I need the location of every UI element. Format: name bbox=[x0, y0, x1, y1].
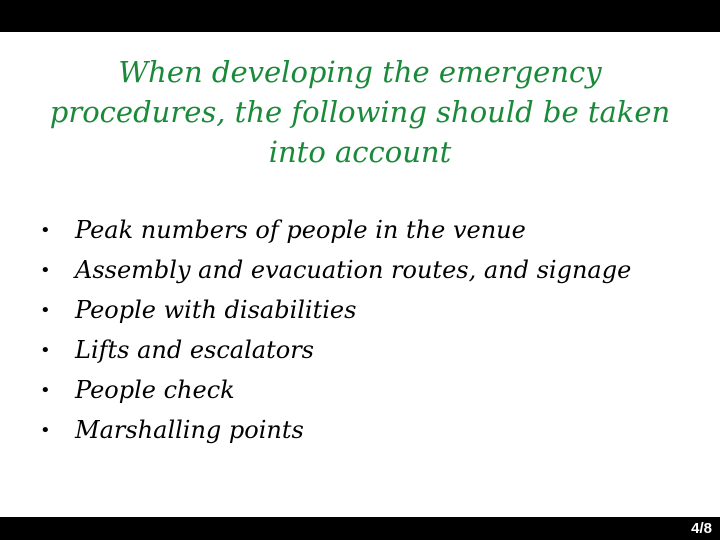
bullet-text: Lifts and escalators bbox=[75, 336, 314, 364]
bullet-text: People with disabilities bbox=[75, 296, 357, 324]
slide-title: When developing the emergency procedures, the following should be taken into account bbox=[49, 55, 671, 169]
bullet-item bbox=[40, 370, 700, 410]
bullet-icon: • bbox=[40, 260, 51, 281]
bullet-icon: • bbox=[40, 420, 51, 441]
bottom-bar bbox=[0, 517, 720, 540]
bullet-item bbox=[40, 250, 700, 290]
bullet-text: Peak numbers of people in the venue bbox=[75, 216, 526, 244]
bullet-list bbox=[40, 210, 700, 450]
bullet-text: Marshalling points bbox=[75, 416, 304, 444]
bullet-icon: • bbox=[40, 300, 51, 321]
bullet-text: People check bbox=[75, 376, 235, 404]
bullet-icon: • bbox=[40, 340, 51, 361]
bullet-item bbox=[40, 410, 700, 450]
top-bar bbox=[0, 0, 720, 32]
bullet-item bbox=[40, 330, 700, 370]
bullet-icon: • bbox=[40, 220, 51, 241]
bullet-text: Assembly and evacuation routes, and signage bbox=[75, 256, 632, 284]
bullet-item bbox=[40, 210, 700, 250]
bullet-item bbox=[40, 290, 700, 330]
bullet-icon: • bbox=[40, 380, 51, 401]
page-number: 4/8 bbox=[691, 520, 712, 537]
